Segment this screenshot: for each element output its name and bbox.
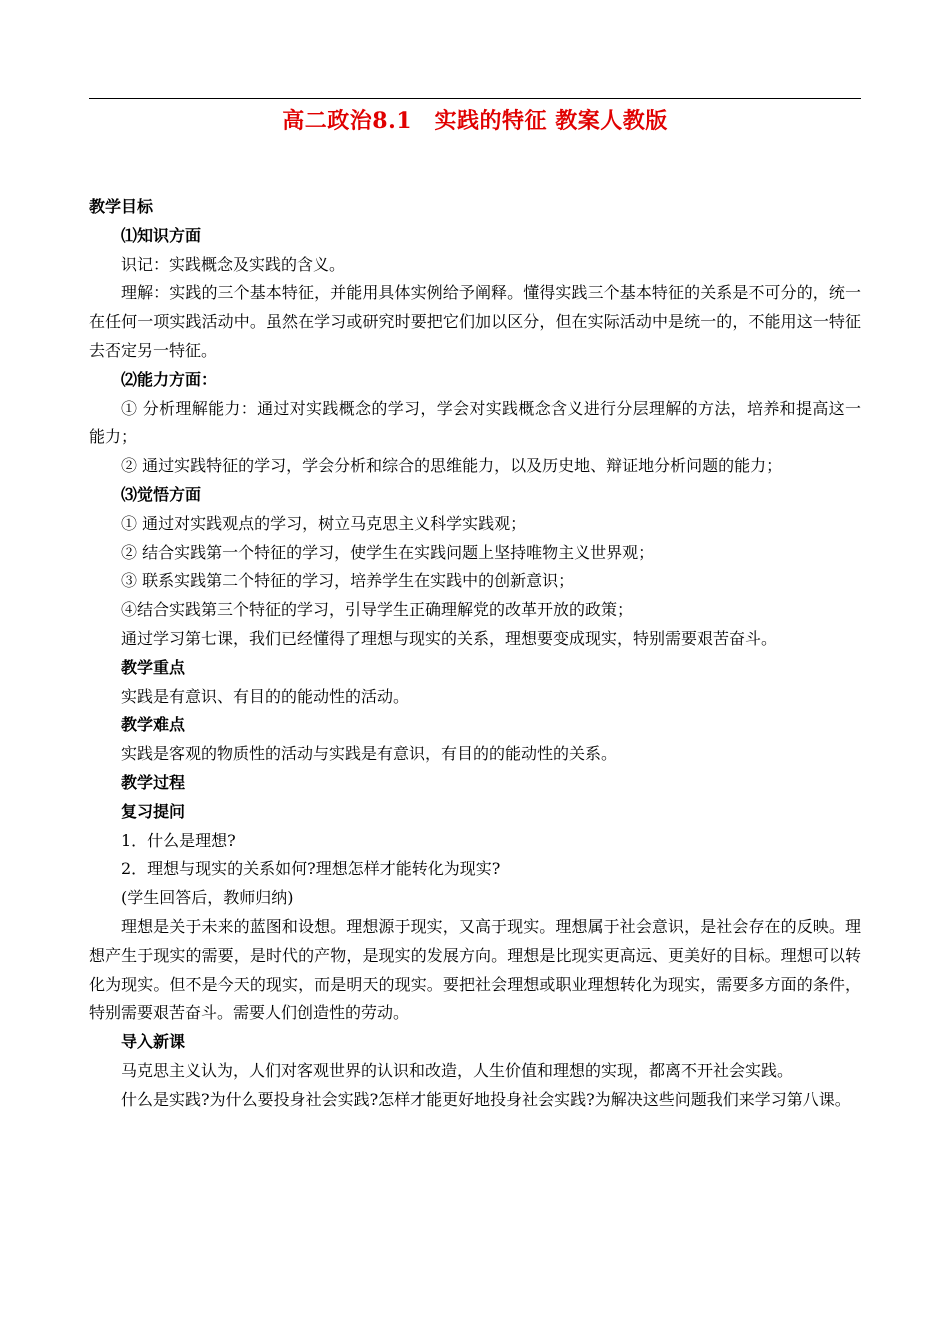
section-heading: 教学目标	[89, 197, 154, 216]
section-heading: 教学难点	[121, 715, 186, 735]
body-paragraph: 什么是实践?为什么要投身社会实践?怎样才能更好地投身社会实践?为解决这些问题我们来学习第八课。	[121, 1089, 851, 1109]
document-title: 高二政治8.1 实践的特征 教案人教版	[282, 108, 668, 134]
body-paragraph: 1．什么是理想?	[121, 830, 236, 850]
header-rule	[89, 98, 861, 99]
body-paragraph: 马克思主义认为，人们对客观世界的认识和改造，人生价值和理想的实现，都离不开社会实践。	[121, 1060, 794, 1080]
document-body	[89, 193, 861, 1115]
body-paragraph: 通过学习第七课，我们已经懂得了理想与现实的关系，理想要变成现实，特别需要艰苦奋斗。	[121, 628, 778, 648]
section-heading: 教学重点	[121, 657, 186, 677]
body-paragraph: 理解：实践的三个基本特征，并能用具体实例给予阐释。懂得实践三个基本特征的关系是不可分的，统一在任何一项实践活动中。虽然在学习或研究时要把它们加以区分，但在实际活动中是统一的，不能用这一特征去否定另一特征。	[89, 283, 861, 360]
body-paragraph: 实践是有意识、有目的的能动性的活动。	[121, 686, 410, 706]
section-heading: ⑵能力方面：	[121, 369, 218, 389]
body-paragraph: ③ 联系实践第二个特征的学习，培养学生在实践中的创新意识；	[121, 571, 575, 591]
body-paragraph: ④结合实践第三个特征的学习，引导学生正确理解党的改革开放的政策；	[121, 600, 634, 620]
body-paragraph: (学生回答后，教师归纳)	[121, 888, 294, 908]
body-paragraph: 识记：实践概念及实践的含义。	[121, 254, 346, 274]
body-paragraph: ② 结合实践第一个特征的学习，使学生在实践问题上坚持唯物主义世界观；	[121, 542, 655, 562]
body-paragraph: 理想是关于未来的蓝图和设想。理想源于现实，又高于现实。理想属于社会意识，是社会存在的反映。理想产生于现实的需要，是时代的产物，是现实的发展方向。理想是比现实更高远、更美好的目标。理想可以转化为现实。但不是今天的现实，而是明天的现实。要把社会理想或职业理想转化为现实，需要多方面的条件，特别需要艰苦奋斗。需要人们创造性的劳动。	[89, 916, 861, 1023]
body-paragraph: 2．理想与现实的关系如何?理想怎样才能转化为现实?	[121, 859, 501, 879]
body-paragraph: ① 分析理解能力：通过对实践概念的学习，学会对实践概念含义进行分层理解的方法，培养和提高这一能力；	[89, 398, 861, 447]
body-paragraph: 实践是客观的物质性的活动与实践是有意识，有目的的能动性的关系。	[121, 744, 618, 764]
section-heading: 导入新课	[121, 1032, 186, 1052]
section-heading: ⑴知识方面	[121, 225, 202, 245]
section-heading: ⑶觉悟方面	[121, 484, 202, 504]
body-paragraph: ② 通过实践特征的学习，学会分析和综合的思维能力，以及历史地、辩证地分析问题的能力；	[121, 456, 783, 476]
body-paragraph: ① 通过对实践观点的学习，树立马克思主义科学实践观；	[121, 513, 527, 533]
section-heading: 复习提问	[121, 801, 186, 821]
section-heading: 教学过程	[121, 772, 186, 792]
